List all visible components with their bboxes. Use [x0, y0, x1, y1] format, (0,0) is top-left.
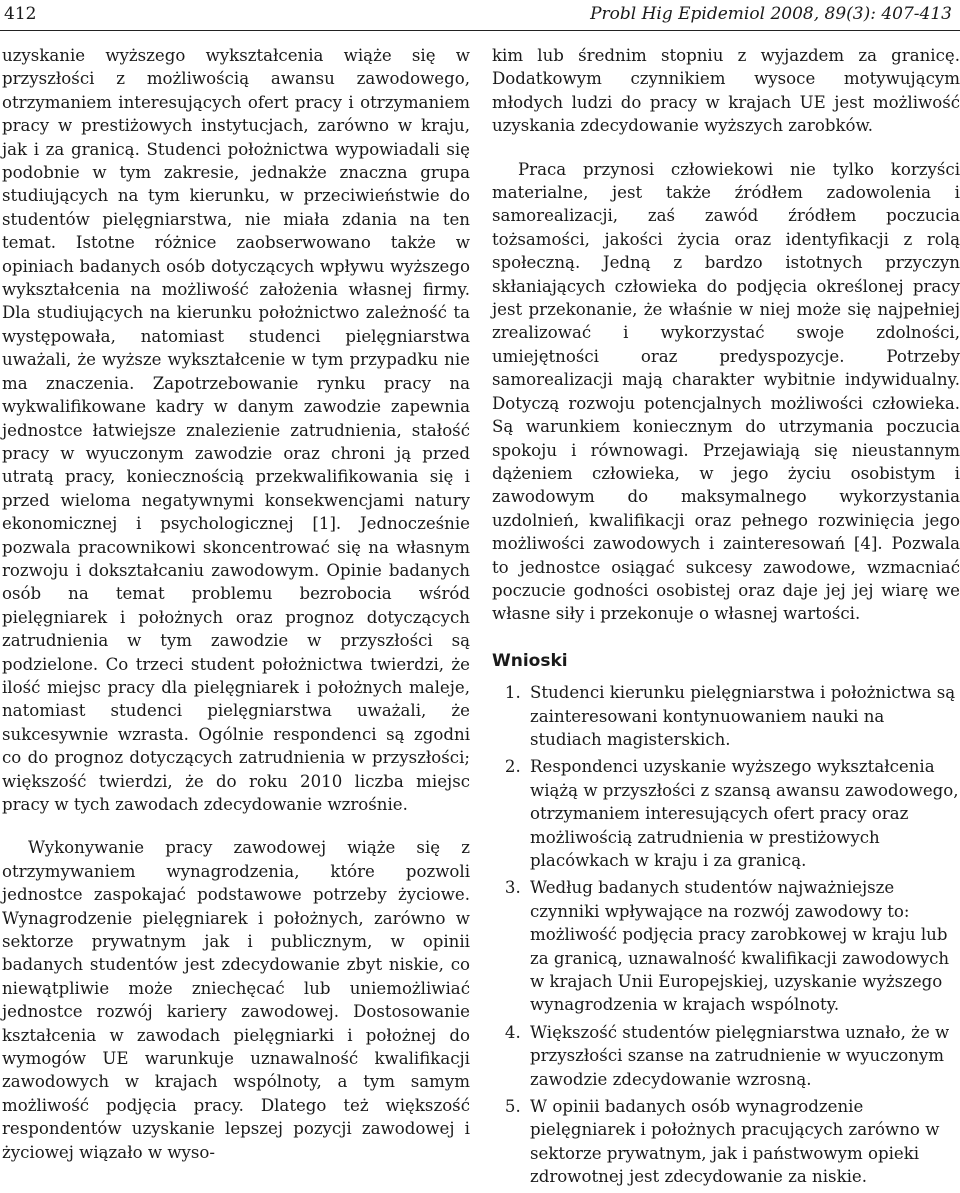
- left-paragraph-1: uzyskanie wyższego wykształcenia wiąże się w przyszłości z możliwością awansu zawodowego, otrzymaniem interesujących ofert pracy i otrzymaniem pracy w prestiżowych instytucjach, zarówno w kraju, jak i za granicą. Studenci położnictwa wypowiadali się podobnie w tym zakresie, jednakże znaczna grupa studiujących na tym kierunku, w przeciwieństwie do studentów pielęgniarstwa, nie miała zdania na ten temat. Istotne różnice zaobserwowano także w opiniach badanych osób dotyczących wpływu wyższego wykształcenia na możliwość założenia własnej firmy. Dla studiujących na kierunku położnictwo zależność ta występowała, natomiast studenci pielęgniarstwa uważali, że wyższe wykształcenie w tym przypadku nie ma znaczenia. Zapotrzebowanie rynku pracy na wykwalifikowane kadry w danym zawodzie zapewnia jednostce łatwiejsze znalezienie zatrudnienia, stałość pracy w wyuczonym zawodzie oraz chroni ją przed utratą pracy, koniecznością przekwalifikowania się i przed wieloma negatywnymi konsekwencjami natury ekonomicznej i psychologicznej [1]. Jednocześnie pozwala pracownikowi skoncentrować się na własnym rozwoju i dokształcaniu zawodowym. Opinie badanych osób na temat problemu bezrobocia wśród pielęgniarek i położnych oraz prognoz dotyczących zatrudnienia w tym zawodzie w przyszłości są podzielone. Co trzeci student położnictwa twierdzi, że ilość miejsc pracy dla pielęgniarek i położnych maleje, natomiast studenci pielęgniarstwa uważali, że sukcesywnie wzrasta. Ogólnie respondenci są zgodni co do prognoz dotyczących zatrudnienia w przyszłości; większość twierdzi, że do roku 2010 liczba miejsc pracy w tych zawodach zdecydowanie wzrośnie.: [2, 46, 470, 814]
- header-rule: [0, 30, 960, 31]
- page-header: [0, 0, 960, 34]
- conclusion-item-2: 2. Respondenci uzyskanie wyższego wykształcenia wiążą w przyszłości z szansą awansu zawodowego, otrzymaniem interesujących ofert pracy oraz możliwością zatrudnienia w prestiżowych placówkach w kraju i za granicą.: [526, 755, 960, 872]
- conclusion-item-4: 4. Większość studentów pielęgniarstwa uznało, że w przyszłości szanse na zatrudnienie w wyuczonym zawodzie zdecydowanie wzrosną.: [526, 1021, 960, 1091]
- conclusion-item-5: 5. W opinii badanych osób wynagrodzenie pielęgniarek i położnych pracujących zarówno w sektorze prywatnym, jak i państwowym opieki zdrowotnej jest zdecydowanie za niskie.: [526, 1095, 960, 1189]
- conclusions-list: [492, 681, 960, 1189]
- left-column: [2, 44, 470, 1164]
- page-number: 412: [4, 4, 37, 24]
- conclusion-item-3: 3. Według badanych studentów najważniejsze czynniki wpływające na rozwój zawodowy to: możliwość podjęcia pracy zarobkowej w kraju lub za granicą, uznawalność kwalifikacji zawodowych w krajach Unii Europejskiej, uzyskanie wyższego wynagrodzenia w krajach wspólnoty.: [526, 876, 960, 1016]
- running-head: Probl Hig Epidemiol 2008, 89(3): 407-413: [590, 4, 952, 24]
- conclusion-item-1: 1. Studenci kierunku pielęgniarstwa i położnictwa są zainteresowani kontynuowaniem nauki na studiach magisterskich.: [526, 681, 960, 751]
- right-column: [492, 44, 960, 1193]
- right-paragraph-2: Praca przynosi człowiekowi nie tylko korzyści materialne, jest także źródłem zadowolenia i samorealizacji, zaś zawód źródłem poczucia tożsamości, jakości życia oraz identyfikacji z rolą społeczną. Jedną z bardzo istotnych przyczyn skłaniających człowieka do podjęcia określonej pracy jest przekonanie, że właśnie w niej może się najpełniej zrealizować i wykorzystać swoje zdolności, umiejętności oraz predyspozycje. Potrzeby samorealizacji mają charakter wybitnie indywidualny. Dotyczą rozwoju potencjalnych możliwości człowieka. Są warunkiem koniecznym do utrzymania poczucia spokoju i równowagi. Przejawiają się nieustannym dążeniem człowieka, w jego życiu osobistym i zawodowym do maksymalnego wykorzystania uzdolnień, kwalifikacji oraz pełnego rozwinięcia jego możliwości zawodowych i zainteresowań [4]. Pozwala to jednostce osiągać sukcesy zawodowe, wzmacniać poczucie godności osobistej oraz daje jej jej wiarę we własne siły i przekonuje o własnej wartości.: [492, 159, 960, 624]
- section-heading-conclusions: Wnioski: [492, 650, 568, 671]
- right-paragraph-1: kim lub średnim stopniu z wyjazdem za granicę. Dodatkowym czynnikiem wysoce motywującym młodych ludzi do pracy w krajach UE jest możliwość uzyskania zdecydowanie wyższych zarobków.: [492, 46, 960, 136]
- left-paragraph-2: Wykonywanie pracy zawodowej wiąże się z otrzymywaniem wynagrodzenia, które pozwoli jednostce zaspokajać podstawowe potrzeby życiowe. Wynagrodzenie pielęgniarek i położnych, zarówno w sektorze prywatnym jak i publicznym, w opinii badanych studentów jest zdecydowanie zbyt niskie, co niewątpliwie może zniechęcać lub uniemożliwiać jednostce rozwój kariery zawodowej. Dostosowanie kształcenia w zawodach pielęgniarki i położnej do wymogów UE warunkuje uznawalność kwalifikacji zawodowych w krajach wspólnoty, a tym samym możliwość podjęcia pracy. Dlatego też większość respondentów uzyskanie lepszej pozycji zawodowej i życiowej wiązało w wyso-: [2, 838, 470, 1162]
